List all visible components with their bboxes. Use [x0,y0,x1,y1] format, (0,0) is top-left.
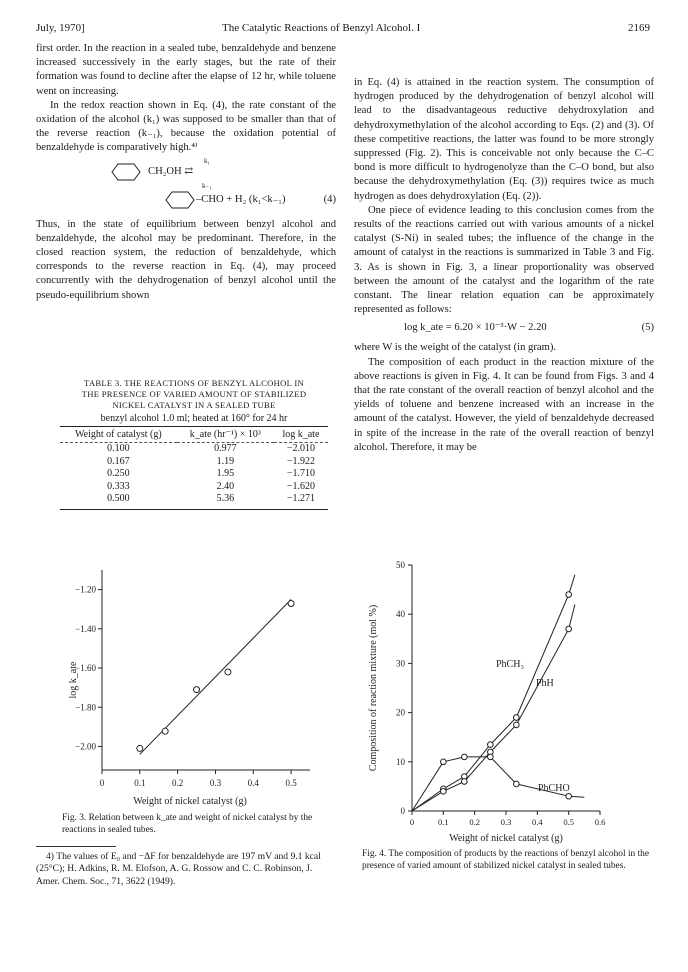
y-tick-label: −1.80 [75,702,96,713]
table-row [60,443,328,456]
figure-3-xlabel: Weight of nickel catalyst (g) [133,796,247,807]
right-paragraph-2: One piece of evidence leading to this conclusion comes from the results of the reactions carried out with various amounts of a nickel catalyst (S-Ni) in sealed tubes; the influence of the change in the amount of catalyst in the reactions is summarized in Table 3 and Fig. 3. As is shown in Fig. 3, a linear proportionality was observed between the amount of the catalyst and the logarithm of the rate constant. The linear relation equation can be approximately represented as follows: [354,204,654,316]
y-tick-label: −1.20 [75,584,96,595]
figure-4-caption-title: Fig. 4. [362,849,387,859]
figure-4-chart [360,555,660,855]
table-3-caption-3: NICKEL CATALYST IN A SEALED TUBE [112,400,276,410]
data-point [225,669,231,675]
equation-5-number: (5) [641,322,654,334]
table-cell: −1.710 [286,468,315,479]
running-header-title: The Catalytic Reactions of Benzyl Alcohol. I [222,22,421,34]
data-point [137,745,143,751]
data-point [514,722,520,728]
table-cell: −2.010 [286,443,315,454]
table-cell: 0.250 [107,468,130,479]
table-3-caption-1: TABLE 3. THE REACTIONS OF BENZYL ALCOHOL IN [83,378,305,388]
x-tick-label: 0.2 [469,817,480,827]
x-tick-label: 0.5 [563,817,574,827]
data-point [441,789,447,795]
y-tick-label: −1.40 [75,623,96,634]
table-cell: 2.40 [216,480,235,492]
equation-4-km1: k₋₁ [202,181,212,190]
data-point [566,626,572,632]
table-3-caption-2: THE PRESENCE OF VARIED AMOUNT OF STABILIZED [81,389,307,399]
y-tick-label: 30 [396,658,405,669]
table-cell: 0.500 [60,493,177,509]
equation-4-number: (4) [323,193,336,205]
footnote-rule [36,846,116,847]
figure-4-caption-text: The composition of products by the reactions of benzyl alcohol in the presence of varied amount of stabilized nickel catalyst in sealed tubes. [362,849,650,871]
data-point [514,781,520,787]
footnote-4: 4) The values of E₀ and −ΔF for benzaldehyde are 197 mV and 9.1 kcal (25°C); H. Adkins, R. M. Elofson, A. G. Rossow and C. C. Robinson, J. Amer. Chem. Soc., 71, 3622 (1949). [36,851,321,887]
y-tick-label: 50 [396,560,405,570]
benzene-curve [412,604,575,811]
figure-4-caption [362,848,652,872]
y-tick-label: 0 [400,806,405,816]
x-tick-label: 0 [99,778,105,788]
table-row [60,481,328,494]
x-tick-label: 0.6 [594,817,606,827]
figure-3-marks [137,599,294,754]
data-point [162,728,168,734]
table-cell: 0.977 [214,443,237,454]
benzene-ring-icon [160,190,200,210]
x-tick-label: 0 [409,817,415,827]
figure-3-caption [62,812,330,836]
table-header: k_ate (hr⁻¹) × 10³ [177,427,274,443]
right-paragraph-4: The composition of each product in the reaction mixture of the above reactions is given in Fig. 4. It can be found from Figs. 3 and 4 that the rate constant of the overall reaction of benzyl alcohol and the yields of toluene and benzene increased with an increase in the amount of the catalyst. However, the yield of benzaldehyde decreased in spite of the increase in the rate of the overall reaction of benzyl alcohol. Therefore, it may be [354,356,654,453]
table-row [60,493,328,509]
x-tick-label: 0.3 [500,817,512,827]
x-tick-label: 0.4 [247,778,259,788]
table-cell: 1.19 [216,455,235,467]
data-point [566,793,572,799]
x-tick-label: 0.1 [134,778,146,788]
equation-4 [36,156,336,212]
table-cell: 0.167 [107,455,130,467]
data-point [462,754,468,760]
table-header: Weight of catalyst (g) [60,427,177,443]
left-paragraph-3: Thus, in the state of equilibrium between benzyl alcohol and benzaldehyde, the alcohol may be predominant. Therefore, in the closed reaction system, the reduction of benzaldehyde, which corresponds to the reverse reaction in Eq. (4), may proceed concurrently with the dehydrogenation of benzyl alcohol until the pseudo-equilibrium shown [36,218,336,301]
figure-3-chart [50,560,350,820]
data-point [514,715,520,721]
table-row [60,468,328,481]
toluene-curve [412,575,575,811]
figure-3-ylabel: log k_ate [68,661,79,699]
figure-4-frame [412,565,600,811]
data-point [441,759,447,765]
table-3-grid [60,426,328,510]
table-cell: 5.36 [177,493,274,509]
running-header-left: July, 1970] [36,22,85,34]
y-tick-label: −2.00 [75,741,96,752]
y-tick-label: 20 [396,707,405,718]
figure-3-ticks [75,585,297,788]
y-tick-label: 10 [396,756,405,767]
x-tick-label: 0.5 [285,778,297,788]
data-point [288,601,294,607]
data-point [194,687,200,693]
figure-4-label-benzene: PhH [536,678,554,689]
right-column [354,76,654,455]
figure-4-label-toluene: PhCH₃ [496,659,524,670]
data-point [488,742,494,748]
table-cell: −1.620 [286,480,315,492]
table-cell: 1.95 [216,468,235,479]
table-3-subcaption: benzyl alcohol 1.0 ml; heated at 160° for 24 hr [100,413,288,424]
equation-4-bottom: –CHO + H₂ (k₁<k₋₁) [196,193,286,205]
figure-4-label-benzaldehyde: PhCHO [538,783,570,794]
left-paragraph-1: first order. In the reaction in a sealed tube, benzaldehyde and benzene increased successively in the early stages, but the rate of their formation was found to decline after the elapse of 12 hr, while toluene went on increasing. [36,43,336,97]
table-row [60,456,328,469]
table-cell: −1.271 [274,493,328,509]
table-cell: −1.922 [286,455,315,467]
page-number: 2169 [628,22,650,34]
x-tick-label: 0.1 [438,817,449,827]
table-cell: 0.100 [107,443,130,454]
figure-3-caption-title: Fig. 3. [62,813,87,823]
data-point [462,779,468,785]
x-tick-label: 0.3 [209,778,222,788]
equation-4-top: CH₂OH ⇄ [148,165,194,177]
data-point [488,754,494,760]
figure-4-ylabel: Composition of reaction mixture (mol %) [368,604,379,772]
table-3 [60,378,328,510]
left-column [36,42,336,303]
y-tick-label: 40 [396,609,405,620]
x-tick-label: 0.2 [172,778,184,788]
benzene-ring-icon [106,162,146,182]
equation-4-k1: k₁ [204,156,210,165]
data-point [566,592,572,598]
left-paragraph-2: In the redox reaction shown in Eq. (4), the rate constant of the oxidation of the alcohol (k₁) was supposed to be smaller than that of the reverse reaction (k₋₁), because the oxidation potential of benzaldehyde is comparatively high.⁴⁾ [36,99,336,154]
table-cell: 0.333 [107,480,130,492]
table-header: log k_ate [274,427,328,443]
figure-4-xlabel: Weight of nickel catalyst (g) [449,833,563,844]
figure-3-caption-text: Relation between k_ate and weight of nickel catalyst by the reactions in sealed tubes. [62,813,313,835]
equation-5: log k_ate = 6.20 × 10⁻³·W − 2.20 [404,322,547,334]
figure-3-frame [102,570,310,770]
x-tick-label: 0.4 [532,817,543,827]
right-paragraph-3: where W is the weight of the catalyst (in gram). [354,342,557,354]
figure-4-marks [412,575,584,811]
y-tick-label: −1.60 [75,663,96,674]
right-paragraph-1: in Eq. (4) is attained in the reaction system. The consumption of hydrogen produced by the dehydrogenation of benzyl alcohol will lead to the disadvantageous reductive dehydroxylation and dehydroxymethylation of the alcohol according to Eqs. (2) and (3). Of these competitive reactions, the latter was found to be more strongly suppressed (Fig. 2). This is conceivable not only because the C–C bond is more difficult to hydrogenolyze than the C–O bond, but also because the dehydroxymethylation (Eq. (3)) requires twice as much hydrogen as does dehydroxylation (Eq. (2)). [354,77,654,202]
